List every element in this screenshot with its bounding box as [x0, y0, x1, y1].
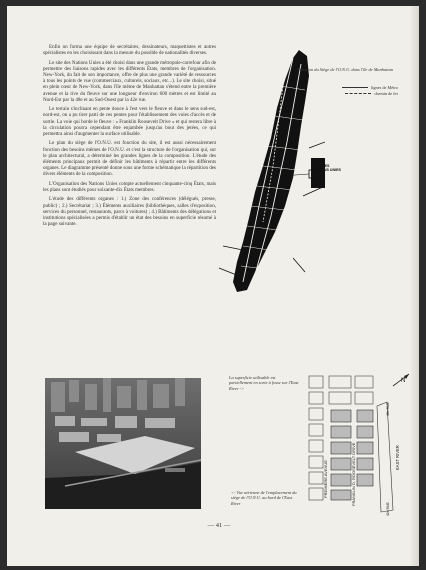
- superficie-caption: [229, 375, 299, 391]
- legend-row: [303, 91, 398, 97]
- street-label-roosevelt-drive: FRANKLIN D. ROOSEVELT DRIVE: [351, 442, 356, 506]
- street-label-first-avenue: PREMIÈRE AVENUE: [323, 460, 328, 498]
- legend-line-dashed: [345, 93, 371, 94]
- aerial-photo: [45, 378, 201, 509]
- street-label-48: 48e RUE: [386, 402, 390, 416]
- paragraph: Le terrain s'inclinant en pente douce à l'est vers le fleuve et dans le sens sud-est, nord-est, on a pu tirer parti de ces pentes pour l'établissement des voies d'accès et de sortie. La voie qui borde le fleuve : « Franklin Roosevelt Drive » et qui restera libre à la circulation pourra cependant être enjambée jusqu'au bout des jetées, ce qui permettra ainsi d'augmenter la surface utilisable.: [43, 106, 216, 138]
- manhattan-map: [213, 46, 325, 296]
- site-plan: [301, 370, 413, 520]
- legend-label: lignes de Métro: [371, 85, 398, 90]
- paragraph: Le plan du siège de l'O.N.U. est fonction du site, il est aussi nécessairement fonction des besoins mêmes de l'O.N.U. et c'est la structure de l'organisation qui, sur le plan architectural, a déterminé les grandes lignes de la composition. L'étude des éléments principaux permit de définir les bâtiments à répartir entre les différents organes. Le diagramme présenté donne sous une forme schématique la répartition des divers éléments de la composition.: [43, 140, 216, 178]
- river-label: EAST RIVER: [395, 445, 400, 470]
- paragraph: Le site des Nations Unies a été choisi dans une grande métropole-carrefour afin de permettre des liaisons rapides avec les différents États, membres de l'organisation. New-York, du fait de son importance, offre de plus une grande variété de ressources à tous les points de vue (commerciaux, culturels, sociaux, etc...). Le site choisi, situé en plein cœur de New-York, dans l'île même de Manhattan s'étend entre la première avenue et la rive du fleuve sur une longueur d'environ 600 mètres et est limité au Nord-Est par la 48e et au Sud-Ouest par la 42e rue.: [43, 59, 216, 103]
- paragraph: L'Organisation des Nations Unies compte actuellement cinquante-cinq États, mais les plans sont étudiés pour soixante-dix États membres.: [43, 180, 216, 194]
- street-label-42: 42e RUE: [386, 502, 390, 516]
- caption-text: La superficie utilisable est partiellement en sorte à fosse sur l'East River: [229, 375, 299, 391]
- pier: [165, 468, 185, 472]
- site-label: [313, 164, 349, 173]
- aerial-caption: <- Vue aérienne de l'emplacement du siège de l'O.N.U. au bord de l'East River: [231, 490, 297, 506]
- legend-line-solid: [342, 87, 368, 88]
- site-label-box: [311, 158, 325, 188]
- legend-label: chemin de fer: [374, 90, 398, 96]
- map-legend: [303, 85, 398, 96]
- page: [7, 6, 419, 566]
- island-shape: [233, 50, 309, 292]
- right-arrow-icon: ->: [239, 385, 245, 391]
- map-caption: Situation du Siège de l'O.N.U. dans l'île de Manhattan: [297, 67, 393, 72]
- main-text-column: [43, 44, 216, 231]
- riverbank-outline: [377, 402, 393, 512]
- page-number: — 41 —: [207, 522, 231, 529]
- site-label-line: NATIONS UNIES: [313, 168, 341, 173]
- site-label-line: SITE DES: [313, 164, 330, 168]
- paragraph: Enfin on forma une équipe de secrétaires, dessinateurs, maquettistes et autres spécialistes en les choisissant dans la mesure du possible de nationalités diverses.: [43, 44, 216, 57]
- paragraph: L'étude des différents organes : 1.) Zone des conférences (délégués, presse, public) ; 2.) Secrétariat ; 3.) Éléments auxiliaires (bibliothèques, salles d'exposition, services du personnel, restaurants, parcs à voitures) ; 4.) Bâtiments des délégations et institutions spécialisées a permis d'établir un état des besoins en superficie résumé à la page suivante.: [43, 196, 216, 228]
- north-label: N: [401, 378, 406, 384]
